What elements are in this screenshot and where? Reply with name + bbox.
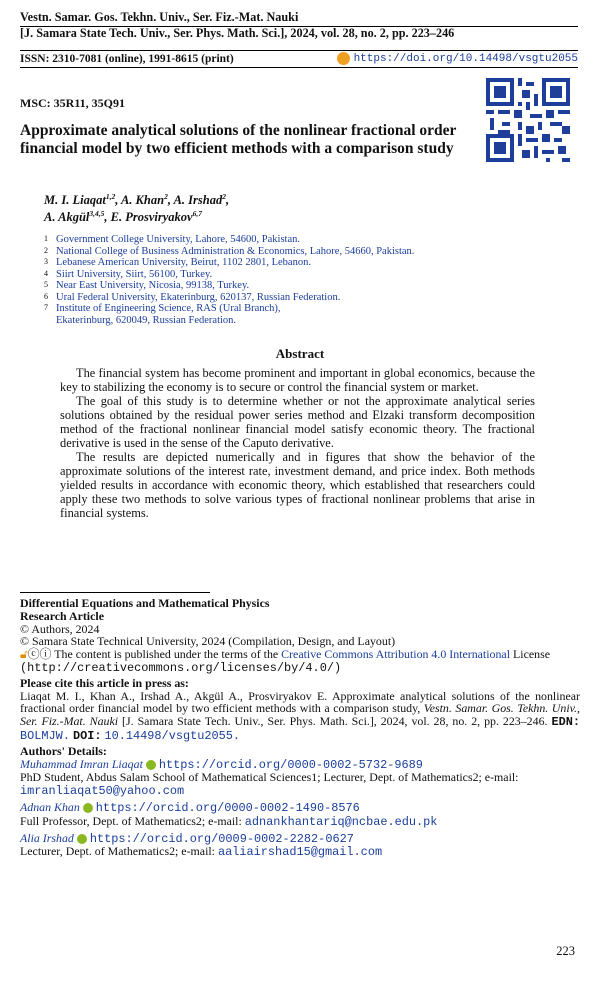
author-list	[44, 192, 344, 226]
issn: ISSN: 2310-7081 (online), 1991-8615 (print)	[20, 53, 234, 65]
header-rule-1	[20, 26, 578, 27]
copyright-university: © Samara State Technical University, 2024 (Compilation, Design, and Layout)	[20, 634, 396, 649]
journal-header-line1: Vestn. Samar. Gos. Tekhn. Univ., Ser. Fiz.-Mat. Nauki	[20, 10, 299, 24]
author-email-link[interactable]: adnankhantariq@ncbae.edu.pk	[244, 814, 438, 829]
orcid-icon	[83, 803, 93, 813]
abstract-heading: Abstract	[275, 346, 325, 361]
affiliation-number: 3	[44, 257, 48, 266]
affiliation-text[interactable]: National College of Business Administration & Economics, Lahore, 54660, Pakistan.	[56, 245, 415, 257]
affiliation-number: 4	[44, 268, 48, 278]
author-email-link[interactable]: imranliaqat50@yahoo.com	[20, 784, 185, 799]
doi-icon	[337, 52, 350, 65]
doi-link[interactable]	[337, 52, 578, 65]
journal-section: Differential Equations and Mathematical Physics	[20, 596, 270, 610]
affiliation-item	[44, 234, 564, 246]
copyright-authors: © Authors, 2024	[20, 621, 100, 636]
doi-url[interactable]: https://doi.org/10.14498/vsgtu2055	[353, 52, 578, 65]
affiliation-item	[44, 292, 564, 304]
citation-journal: Vestn. Samar. Gos. Tekhn. Univ., Ser. Fiz.-Mat. Nauki	[20, 701, 580, 729]
journal-header	[20, 9, 580, 41]
authors-details-heading: Authors' Details:	[20, 743, 107, 758]
open-access-icon: 🔓︎	[20, 647, 28, 662]
affiliation-number	[44, 315, 56, 327]
affiliation-text[interactable]: Near East University, Nicosia, 99138, Turkey.	[56, 280, 250, 291]
article-metadata	[20, 597, 580, 862]
affiliation-text[interactable]: Institute of Engineering Science, RAS (Ural Branch),	[56, 303, 281, 314]
abstract-paragraph-2: The goal of this study is to determine whether or not the approximate analytical series solutions obtained by the residual power series method and Elzaki transform decomposition method of the fractional nonlinear financial model satisfy economic theory. The fractional derivative is used in the sense of the Caputo derivative.	[60, 394, 535, 450]
cc-license-link[interactable]: Creative Commons Attribution 4.0 International	[281, 647, 511, 662]
orcid-link[interactable]: https://orcid.org/0000-0002-5732-9689	[158, 757, 423, 772]
author-name-link[interactable]: Adnan Khan	[20, 799, 80, 814]
abstract-paragraph-1: The financial system has become prominent and important in global economics, because the key to stabilizing the economy is to secure or control the financial system or market.	[60, 366, 535, 394]
abstract-paragraph-3: The results are depicted numerically and in figures that show the behavior of the approximate solutions of the interest rate, investment demand, and price index. Both methods yielded results in accordance with economic theory, which established that researchers could apply these two methods to solve various types of fractional nonlinear problems that arise in financial systems.	[60, 450, 535, 520]
author-detail-item	[20, 832, 580, 860]
section-separator	[20, 592, 210, 593]
affiliation-text[interactable]: Lebanese American University, Beirut, 1102 2801, Lebanon.	[56, 257, 311, 268]
author-email-link[interactable]: aaliairshad15@gmail.com	[217, 845, 383, 860]
affiliation-list	[44, 234, 564, 326]
affiliation-text[interactable]: Siirt University, Siirt, 56100, Turkey.	[56, 268, 213, 280]
author-name-link[interactable]: Alia Irshad	[20, 830, 74, 845]
edn-link[interactable]: BOLMJW.	[20, 728, 70, 743]
affiliation-number: 7	[44, 303, 48, 312]
page-number: 223	[556, 944, 575, 958]
orcid-link[interactable]: https://orcid.org/0000-0002-1490-8576	[95, 800, 360, 815]
affiliation-item	[44, 315, 564, 327]
cite-heading: Please cite this article in press as:	[20, 675, 189, 690]
affiliation-number: 6	[44, 291, 48, 301]
affiliation-text[interactable]: Ekaterinburg, 620049, Russian Federation.	[56, 314, 237, 326]
affiliation-number: 5	[44, 280, 48, 289]
orcid-icon	[146, 760, 156, 770]
citation-doi-link[interactable]: 10.14498/vsgtu2055.	[104, 728, 241, 743]
author-details-list	[20, 758, 580, 860]
article-type: Research Article	[20, 608, 104, 623]
author-detail-item	[20, 801, 580, 829]
qr-code-icon	[486, 78, 570, 162]
paper-title: Approximate analytical solutions of the nonlinear fractional order financial model by two efficient methods with a comparison study	[20, 122, 457, 157]
cc-by-icon: ⓒⓘ	[27, 647, 52, 662]
affiliation-text[interactable]: Ural Federal University, Ekaterinburg, 620137, Russian Federation.	[56, 291, 341, 303]
affiliation-item	[44, 303, 564, 315]
orcid-link[interactable]: https://orcid.org/0009-0002-2282-0627	[89, 831, 354, 846]
author-description: Full Professor, Dept. of Mathematics2; e-mail:	[20, 813, 242, 828]
msc-codes: MSC: 35R11, 35Q91	[20, 96, 125, 110]
author-name-link[interactable]: Muhammad Imran Liaqat	[20, 756, 143, 771]
author-description: Lecturer, Dept. of Mathematics2; e-mail:	[20, 844, 215, 859]
cc-license-url[interactable]: (http://creativecommons.org/licenses/by/4.0/)	[20, 660, 342, 675]
author-detail-item	[20, 758, 580, 798]
header-rule-2	[20, 50, 578, 51]
affiliation-item	[44, 280, 564, 292]
author-line-2: A. Akgül$^{3,4,5}$, E. Prosviryakov$^{6,7}$	[44, 208, 202, 224]
affiliation-number: 1	[44, 234, 48, 243]
abstract-body	[60, 366, 535, 520]
affiliation-item	[44, 269, 564, 281]
author-line-1: M. I. Liaqat$^{1,2}$, A. Khan$^2$, A. Irshad$^2$,	[44, 191, 230, 207]
author-description: PhD Student, Abdus Salam School of Mathematical Sciences1; Lecturer, Dept. of Mathematics2; e-mail:	[20, 770, 519, 785]
affiliation-number: 2	[44, 245, 48, 255]
orcid-icon	[77, 834, 87, 844]
license-statement: 🔓︎ⓒⓘ The content is published under the terms of the Creative Commons Attribution 4.0 International License (http://creativecommons.org/licenses/by/4.0/)	[20, 647, 550, 675]
header-rule-3	[20, 67, 578, 68]
citation-text: Liaqat M. I., Khan A., Irshad A., Akgül A., Prosviryakov E. Approximate analytical solutions of the nonlinear fractional order financial model by two efficient methods with a comparison study, Vestn. Samar. Gos. Tekhn. Univ., Ser. Fiz.-Mat. Nauki [J. Samara State Tech. Univ., Ser. Phys. Math. Sci.], 2024, vol. 28, no. 2, pp. 223–246. EDN: BOLMJW. DOI: 10.14498/vsgtu2055.	[20, 688, 580, 743]
affiliation-item	[44, 257, 564, 269]
journal-header-line2: [J. Samara State Tech. Univ., Ser. Phys. Math. Sci.], 2024, vol. 28, no. 2, pp. 223–246	[20, 26, 455, 40]
affiliation-item	[44, 246, 564, 258]
affiliation-text[interactable]: Government College University, Lahore, 54600, Pakistan.	[56, 234, 300, 245]
